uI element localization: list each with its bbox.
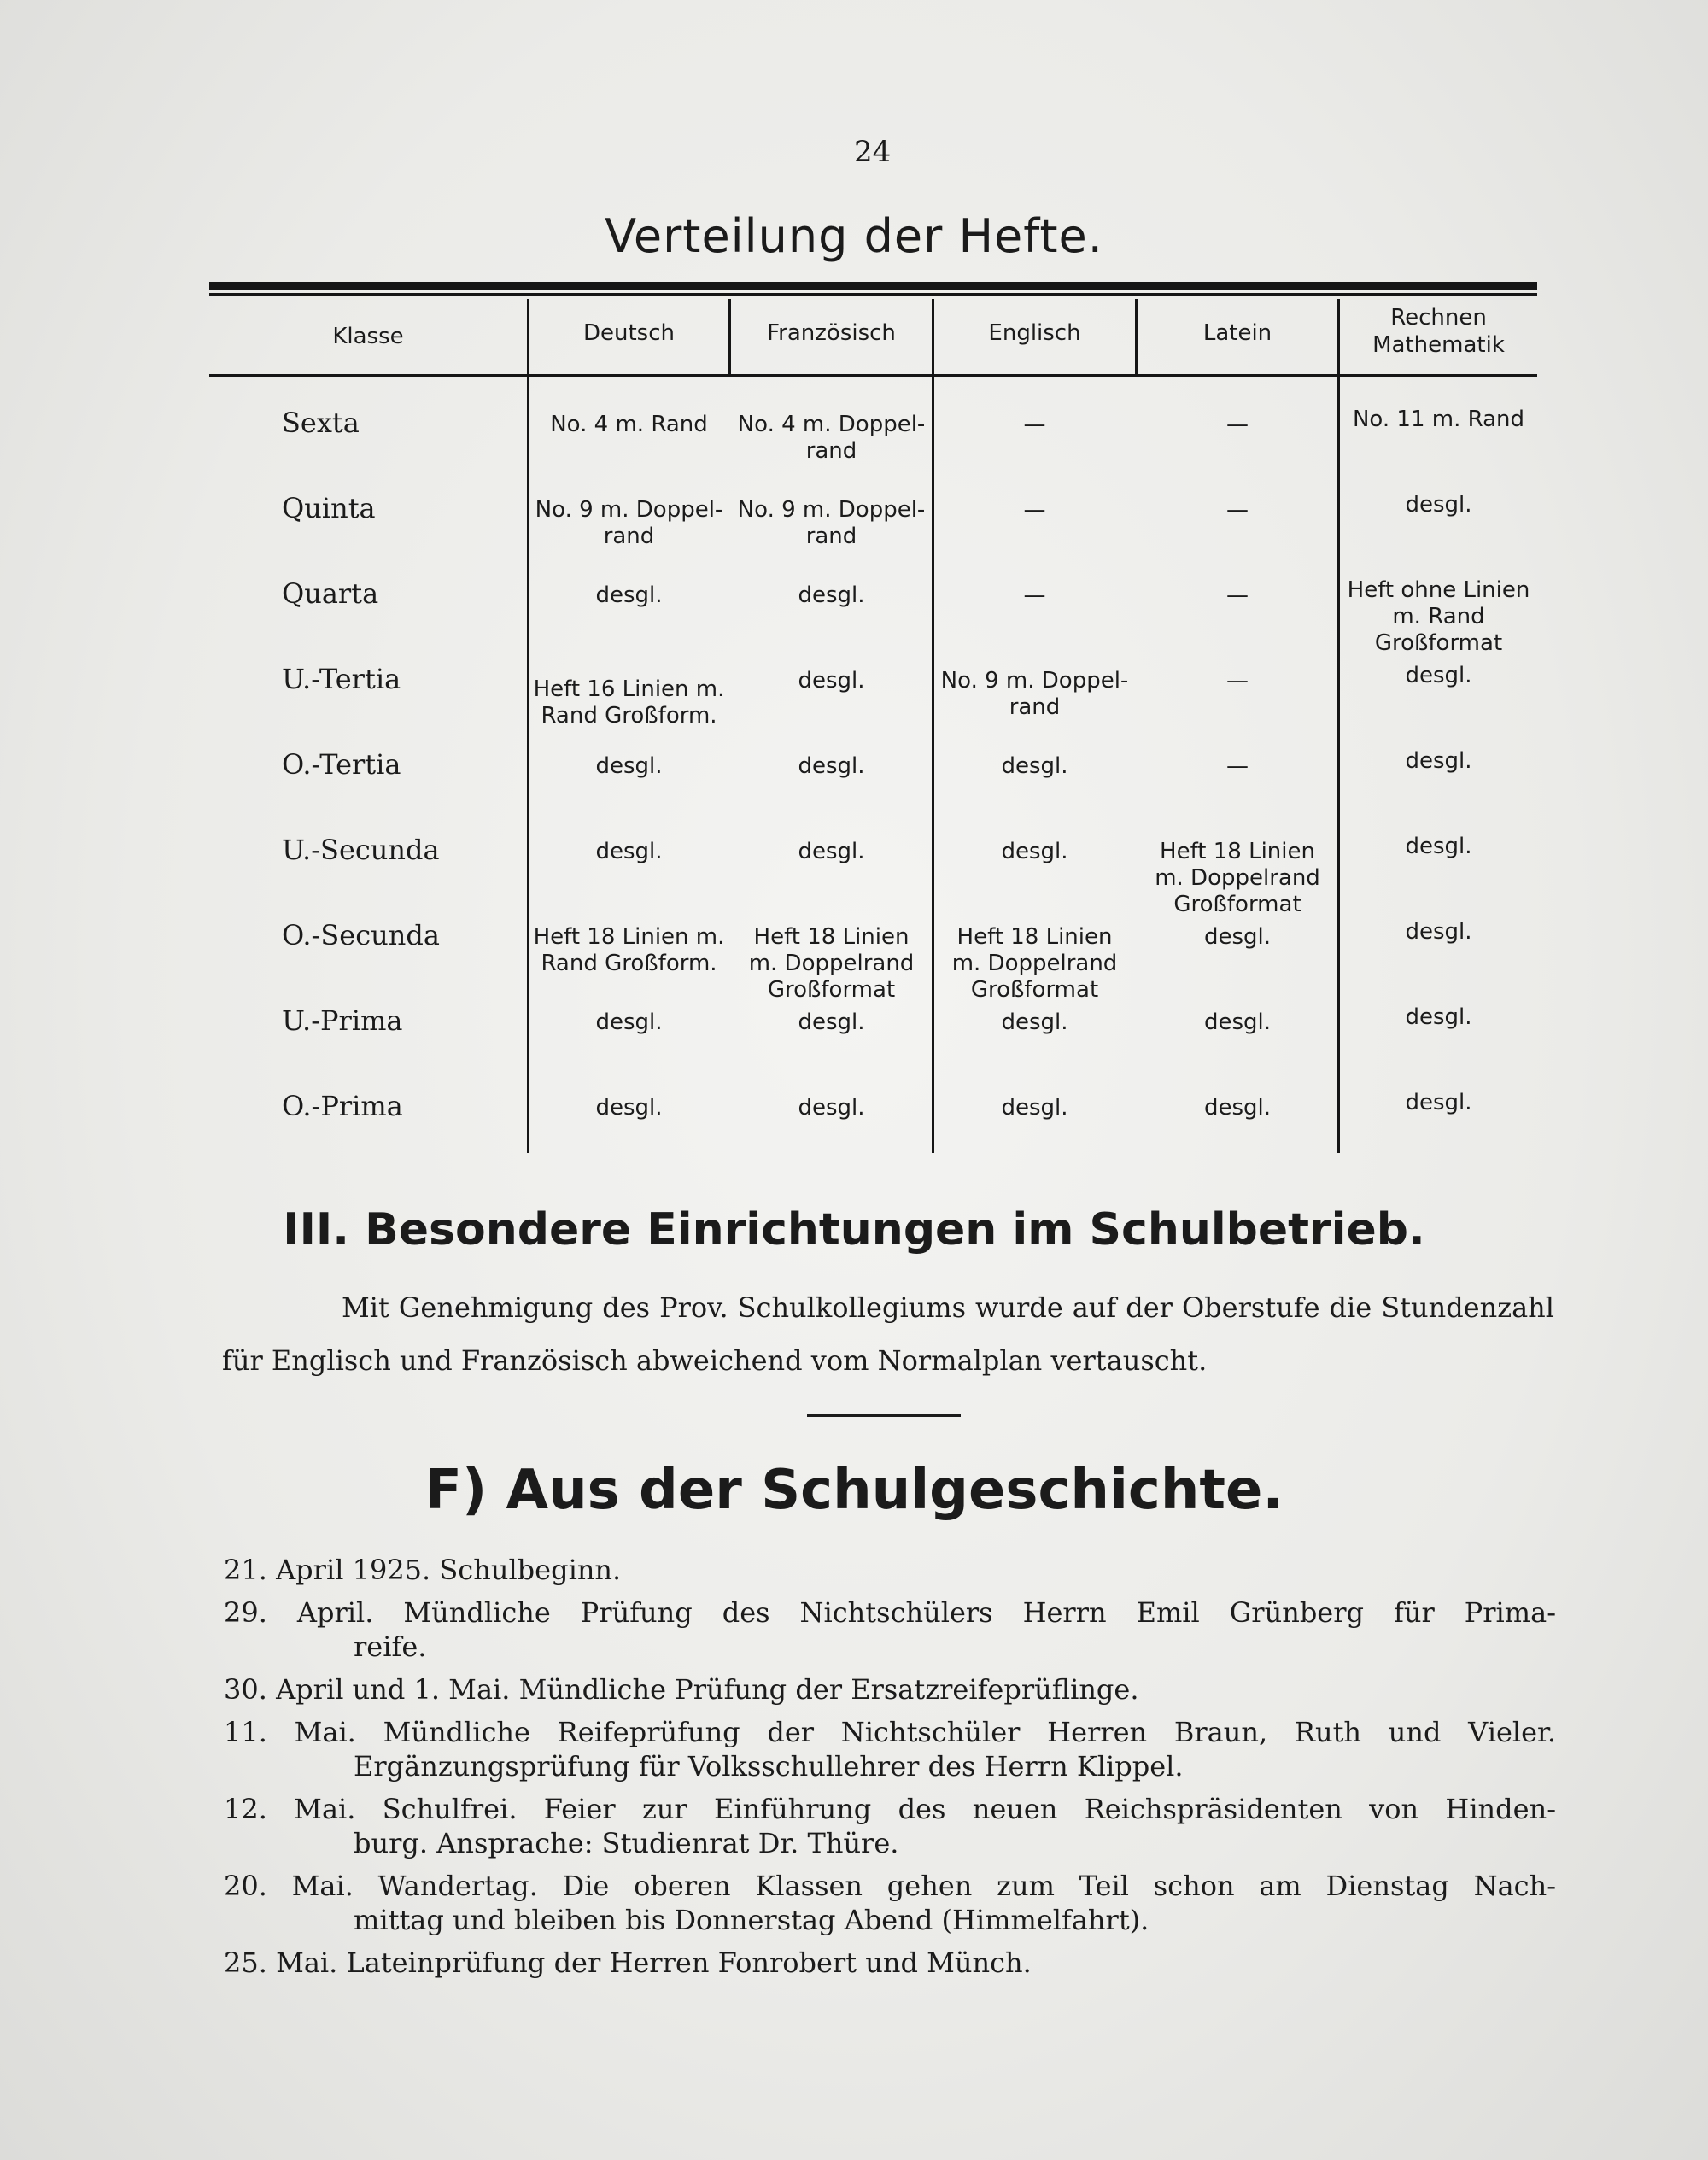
event-date: 12. Mai. bbox=[224, 1793, 383, 1825]
row-label-klasse: Sexta bbox=[282, 407, 360, 439]
event-continuation: reife. bbox=[354, 1630, 427, 1663]
table-cell-rechnen: desgl. bbox=[1405, 748, 1472, 774]
table-cell-latein: desgl. bbox=[1203, 1095, 1272, 1121]
event-text: Schulfrei. Feier zur Einführung des neuen Reichspräsidenten von Hinden- bbox=[382, 1793, 1557, 1825]
column-header: Klasse bbox=[332, 324, 404, 349]
column-header: Rechnen Mathematik bbox=[1372, 305, 1505, 358]
column-header: Latein bbox=[1202, 320, 1272, 346]
table-cell-franz: desgl. bbox=[798, 668, 865, 694]
page-number: 24 bbox=[854, 135, 892, 169]
table-cell-engl: desgl. bbox=[1001, 753, 1068, 779]
table-cell-deutsch: No. 4 m. Rand bbox=[550, 412, 708, 437]
table-cell-rechnen: No. 11 m. Rand bbox=[1352, 407, 1525, 432]
table-title: Verteilung der Hefte. bbox=[605, 209, 1103, 263]
event-line bbox=[224, 1946, 1556, 1980]
table-cell-franz: No. 9 m. Doppel- rand bbox=[737, 497, 926, 549]
table-cell-deutsch: Heft 16 Linien m. Rand Großform. bbox=[533, 676, 725, 729]
table-cell-deutsch: No. 9 m. Doppel- rand bbox=[535, 497, 723, 549]
event-text: Mündliche Prüfung der Ersatzreifeprüflinge. bbox=[518, 1673, 1139, 1706]
event-item bbox=[224, 1946, 1556, 1980]
event-text: Mündliche Reifeprüfung der Nichtschüler Herren Braun, Ruth und Vieler. bbox=[383, 1716, 1556, 1748]
table-cell-franz: No. 4 m. Doppel- rand bbox=[737, 412, 926, 464]
row-label-klasse: Quarta bbox=[282, 577, 379, 610]
event-item bbox=[224, 1792, 1556, 1860]
row-label-klasse: O.-Prima bbox=[282, 1090, 403, 1122]
column-header: Deutsch bbox=[582, 320, 675, 346]
event-list bbox=[224, 1553, 1556, 1988]
event-item bbox=[224, 1672, 1556, 1706]
event-text: Lateinprüfung der Herren Fonrobert und Münch. bbox=[346, 1946, 1032, 1979]
section-f-title: F) Aus der Schulgeschichte. bbox=[424, 1459, 1284, 1522]
table-cell-deutsch: desgl. bbox=[595, 1095, 663, 1121]
table-cell-latein: Heft 18 Linien m. Doppelrand Großformat bbox=[1155, 839, 1320, 917]
event-text: Schulbeginn. bbox=[439, 1554, 622, 1586]
table-cell-franz: desgl. bbox=[798, 753, 865, 779]
event-date: 30. April und 1. Mai. bbox=[224, 1673, 519, 1706]
table-cell-latein: desgl. bbox=[1203, 924, 1272, 950]
event-item bbox=[224, 1553, 1556, 1587]
event-text: Mündliche Prüfung des Nichtschülers Herrn Emil Grünberg für Prima- bbox=[403, 1596, 1557, 1629]
table-cell-franz: desgl. bbox=[798, 1010, 865, 1035]
event-date: 21. April 1925. bbox=[224, 1554, 440, 1586]
event-line bbox=[224, 1715, 1556, 1749]
table-cell-deutsch: Heft 18 Linien m. Rand Großform. bbox=[533, 924, 725, 976]
table-cell-latein: — bbox=[1226, 497, 1249, 523]
table-cell-engl: No. 9 m. Doppel- rand bbox=[940, 668, 1129, 720]
table-cell-engl: — bbox=[1023, 497, 1046, 523]
table-cell-deutsch: desgl. bbox=[595, 1010, 663, 1035]
table-cell-engl: desgl. bbox=[1001, 1095, 1068, 1121]
table-cell-latein: — bbox=[1226, 668, 1249, 694]
event-item bbox=[224, 1869, 1556, 1937]
row-label-klasse: U.-Prima bbox=[282, 1004, 403, 1037]
table-cell-deutsch: desgl. bbox=[595, 839, 663, 864]
table-top-rule bbox=[209, 282, 1537, 290]
table-cell-deutsch: desgl. bbox=[595, 582, 663, 608]
table-cell-rechnen: desgl. bbox=[1405, 1090, 1472, 1115]
table-cell-latein: desgl. bbox=[1203, 1010, 1272, 1035]
table-cell-engl: Heft 18 Linien m. Doppelrand Großformat bbox=[951, 924, 1118, 1003]
event-line bbox=[224, 1595, 1556, 1630]
row-label-klasse: U.-Tertia bbox=[282, 663, 401, 695]
table-cell-franz: desgl. bbox=[798, 1095, 865, 1121]
table-cell-rechnen: desgl. bbox=[1405, 834, 1472, 859]
table-cell-franz: desgl. bbox=[798, 839, 865, 864]
table-cell-rechnen: desgl. bbox=[1405, 663, 1472, 688]
table-cell-latein: — bbox=[1226, 753, 1249, 779]
event-item bbox=[224, 1595, 1556, 1664]
section-3-paragraph bbox=[222, 1281, 1554, 1387]
event-continuation: Ergänzungsprüfung für Volksschullehrer des Herrn Klippel. bbox=[354, 1750, 1184, 1782]
row-label-klasse: Quinta bbox=[282, 492, 376, 524]
event-line bbox=[224, 1792, 1556, 1826]
event-date: 29. April. bbox=[224, 1596, 404, 1629]
event-date: 25. Mai. bbox=[224, 1946, 347, 1979]
table-top-thin-rule bbox=[209, 293, 1537, 296]
table-cell-franz: Heft 18 Linien m. Doppelrand Großformat bbox=[748, 924, 915, 1003]
event-line bbox=[224, 1553, 1556, 1587]
row-label-klasse: O.-Secunda bbox=[282, 919, 440, 951]
event-line bbox=[224, 1869, 1556, 1903]
table-cell-rechnen: desgl. bbox=[1405, 919, 1472, 945]
table-cell-rechnen: desgl. bbox=[1405, 492, 1472, 518]
event-text: Wandertag. Die oberen Klassen gehen zum Teil schon am Dienstag Nach- bbox=[377, 1870, 1557, 1902]
table-cell-engl: — bbox=[1023, 582, 1046, 608]
column-header: Englisch bbox=[988, 320, 1081, 346]
section-3-title: III. Besondere Einrichtungen im Schulbetrieb. bbox=[283, 1204, 1425, 1256]
section-3-text: Mit Genehmigung des Prov. Schulkollegiums wurde auf der Oberstufe die Stundenzahl für Englisch und Französisch abweichend vom Normalplan vertauscht. bbox=[222, 1291, 1554, 1377]
table-cell-engl: desgl. bbox=[1001, 839, 1068, 864]
event-continuation: burg. Ansprache: Studienrat Dr. Thüre. bbox=[354, 1827, 899, 1859]
table-cell-franz: desgl. bbox=[798, 582, 865, 608]
table-cell-rechnen: Heft ohne Linien m. Rand Großformat bbox=[1347, 577, 1530, 656]
event-line bbox=[224, 1672, 1556, 1706]
row-label-klasse: O.-Tertia bbox=[282, 748, 401, 781]
table-cell-engl: desgl. bbox=[1001, 1010, 1068, 1035]
separator-rule bbox=[807, 1414, 961, 1417]
column-header: Französisch bbox=[767, 320, 896, 346]
event-item bbox=[224, 1715, 1556, 1783]
event-date: 20. Mai. bbox=[224, 1870, 378, 1902]
table-cell-engl: — bbox=[1023, 412, 1046, 437]
row-label-klasse: U.-Secunda bbox=[282, 834, 440, 866]
event-continuation: mittag und bleiben bis Donnerstag Abend (Himmelfahrt). bbox=[354, 1904, 1149, 1936]
event-date: 11. Mai. bbox=[224, 1716, 383, 1748]
table-cell-latein: — bbox=[1226, 582, 1249, 608]
table-cell-latein: — bbox=[1226, 412, 1249, 437]
table-cell-deutsch: desgl. bbox=[595, 753, 663, 779]
table-cell-rechnen: desgl. bbox=[1405, 1004, 1472, 1030]
